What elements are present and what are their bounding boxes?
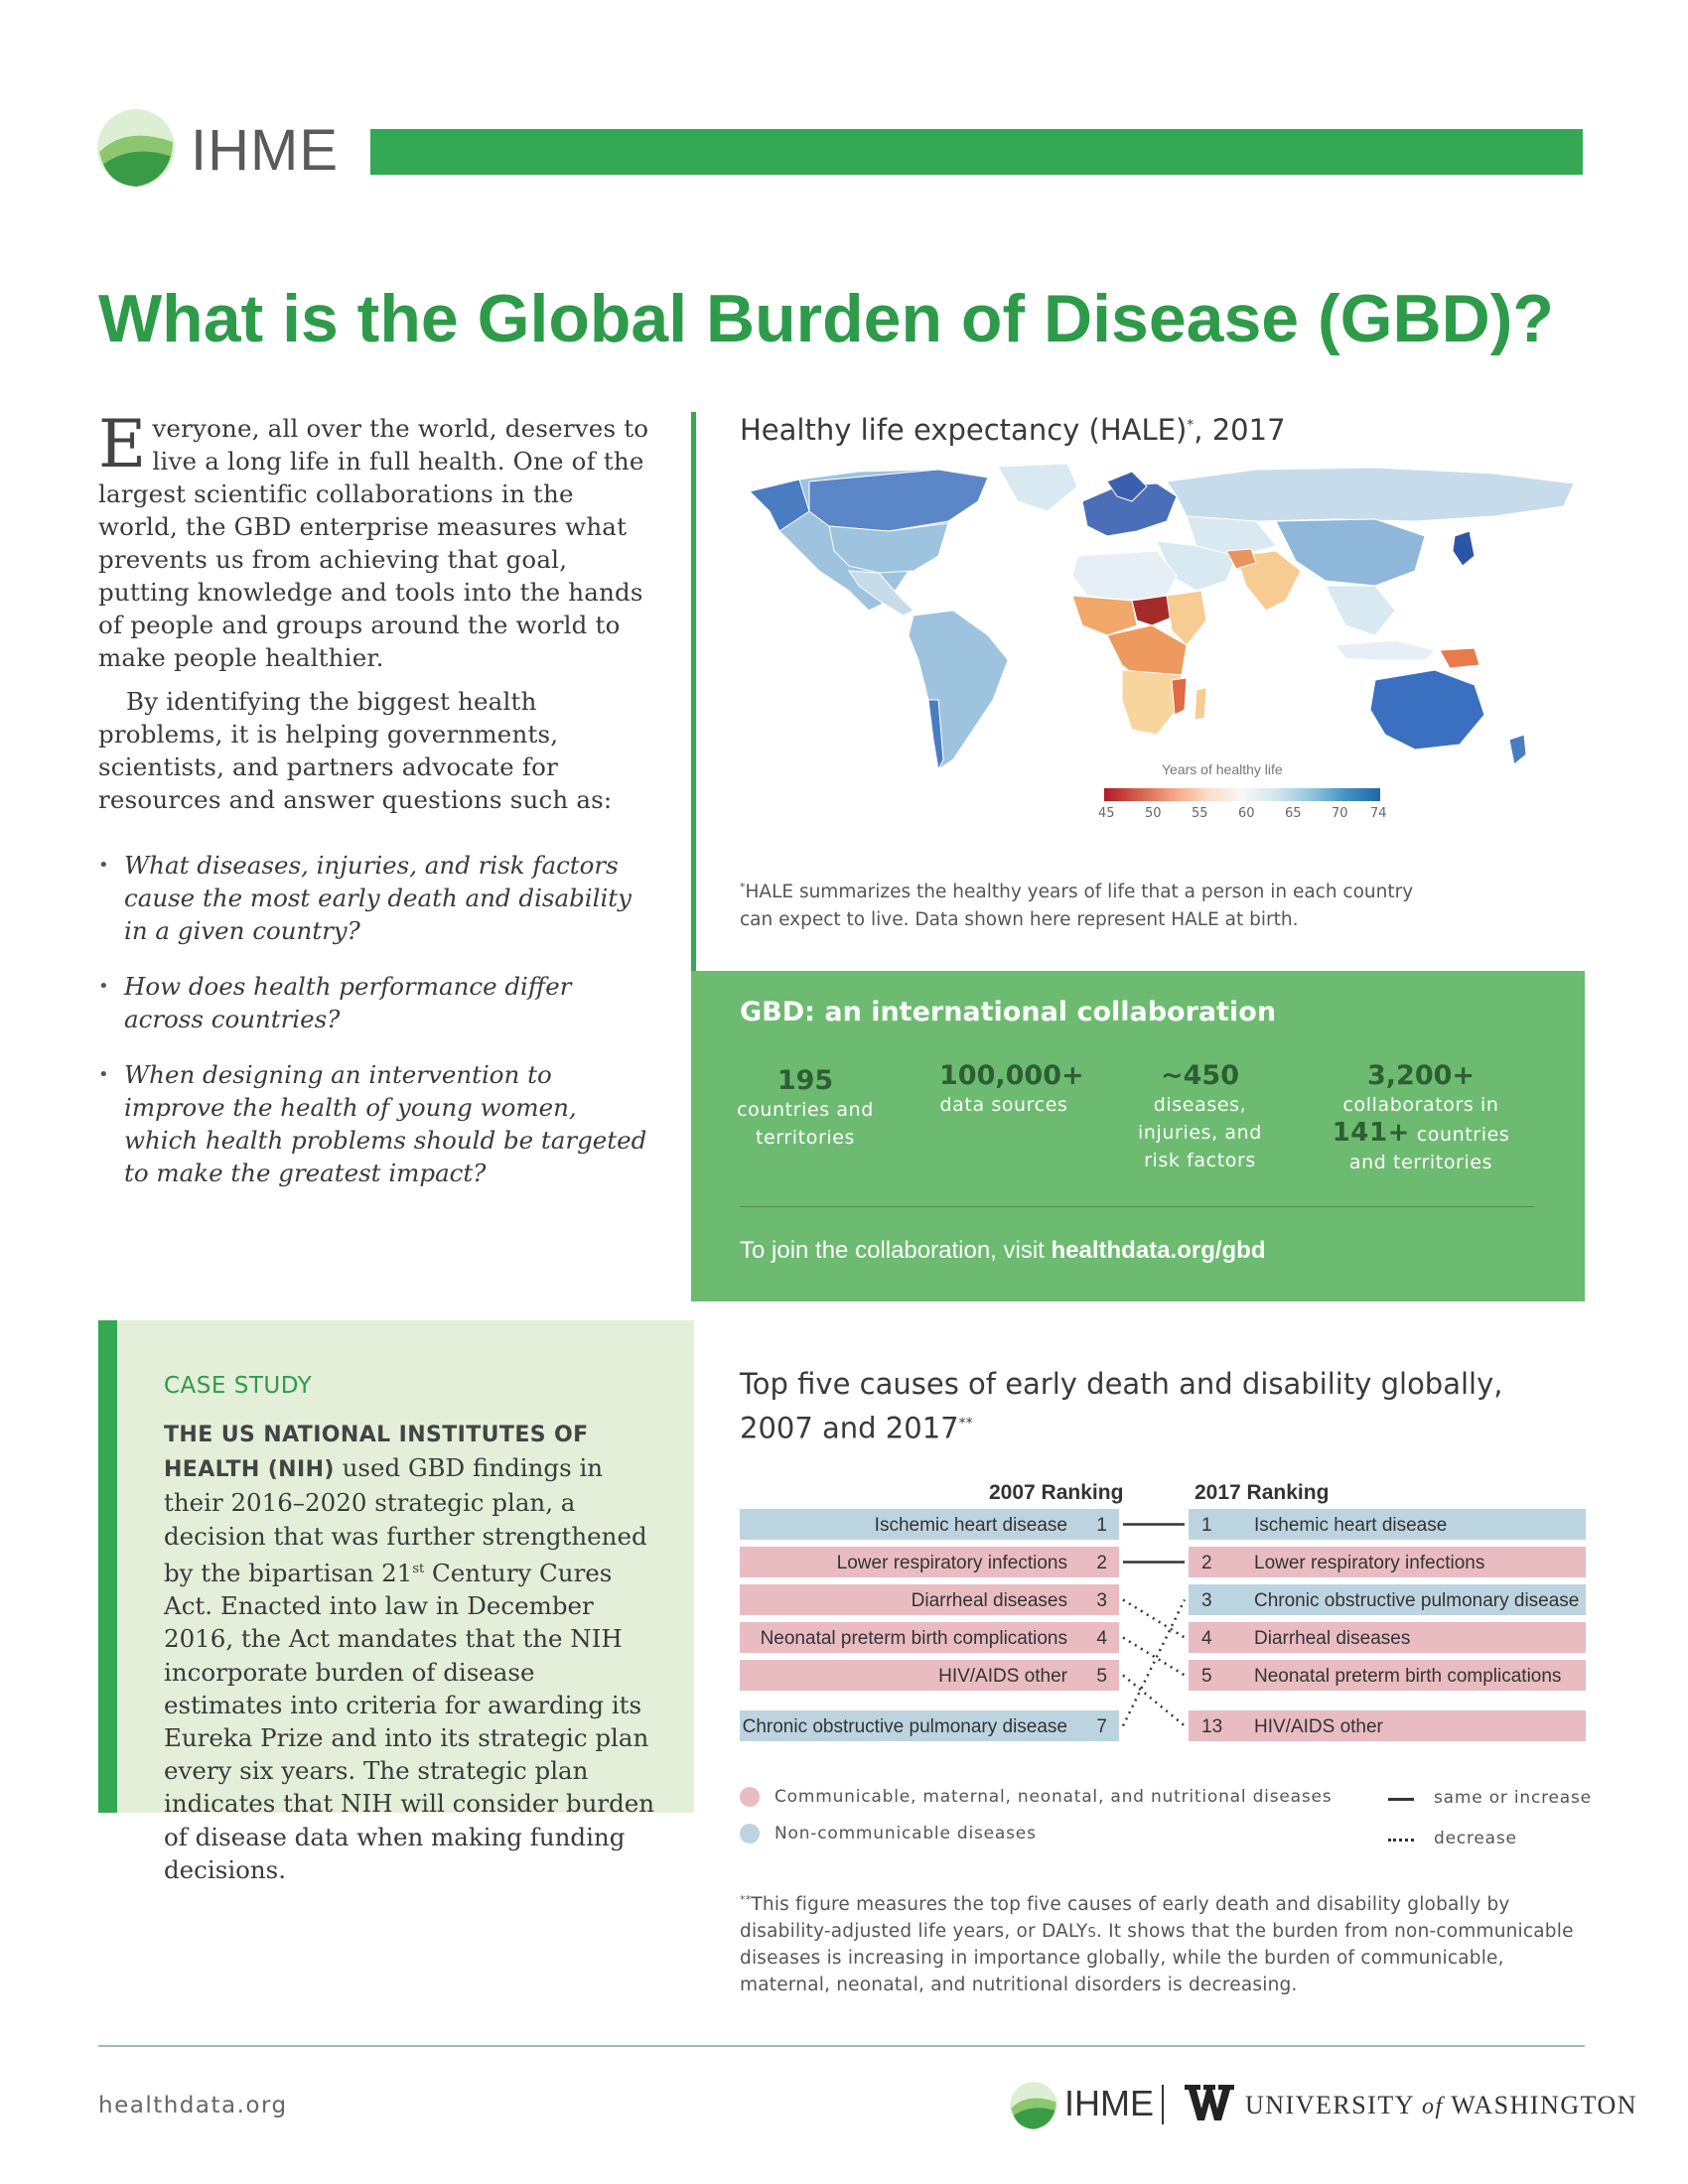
map-australia [1370,670,1484,750]
rank-2007-cause: Ischemic heart disease [874,1515,1067,1536]
stat-data-sources: 100,000+ data sources [939,1060,1084,1116]
footer-separator [1162,2085,1164,2124]
legend-decrease: decrease [1434,1829,1517,1848]
stat-countries: 195 countries and territories [737,1065,874,1149]
rank-2007-number: 2 [1096,1553,1107,1573]
map-legend-title: Years of healthy life [1162,761,1283,777]
map-west-africa [1072,596,1137,635]
header-bar [370,129,1583,175]
map-papua [1440,648,1479,668]
rank-2007-number: 1 [1096,1515,1107,1536]
divider [740,1206,1534,1207]
brand-name: IHME [191,118,339,183]
legend-same: same or increase [1434,1788,1592,1808]
map-footnote: *HALE summarizes the healthy years of life that a person in each country can expect to live. Data shown here represent HALE at birth. [740,881,1414,931]
ranking-header-2007: 2007 Ranking [989,1481,1124,1504]
legend-swatch-ncd [740,1824,760,1843]
map-title: Healthy life expectancy (HALE)*, 2017 [740,413,1286,447]
collaboration-box [691,971,1585,1301]
rank-2017-number: 4 [1201,1628,1212,1649]
rank-2017-cause: Ischemic heart disease [1254,1515,1448,1536]
rank-link-line [1123,1638,1185,1676]
map-north-africa [1072,551,1177,601]
question-list [98,849,654,1212]
map-japan [1453,531,1475,566]
map-canada [809,470,988,531]
footer-divider [98,2045,1585,2047]
legend-dotted-line-icon [1388,1839,1414,1842]
footer-url[interactable]: healthdata.org [98,2093,288,2118]
legend-solid-line-icon [1388,1798,1414,1801]
list-item: • What diseases, injuries, and risk factors cause the most early death and disability in a given country? [98,849,654,947]
legend-tick: 50 [1145,806,1162,821]
ranking-header-2017: 2017 Ranking [1195,1481,1330,1504]
rank-2017-number: 13 [1201,1716,1223,1737]
rank-2007-cause: Lower respiratory infections [836,1553,1067,1573]
rank-2007-cause: HIV/AIDS other [938,1666,1067,1687]
rank-link-line [1123,1676,1185,1726]
map-russia [1167,468,1574,521]
map-south-america [909,611,1008,769]
rank-2017-cause: Lower respiratory infections [1254,1553,1485,1573]
map-mozambique [1172,678,1187,715]
legend-tick: 74 [1370,806,1387,821]
map-new-zealand [1509,735,1526,764]
ranking-title: Top five causes of early death and disability globally, 2007 and 2017** [740,1367,1503,1445]
rank-2017-number: 5 [1201,1666,1212,1687]
join-link[interactable]: healthdata.org/gbd [1051,1237,1266,1264]
uw-logo-icon [1185,2083,1234,2122]
rank-2017-bar [1189,1710,1586,1741]
map-indonesia [1336,640,1435,660]
rank-2017-cause: HIV/AIDS other [1254,1716,1383,1737]
dropcap: E [98,406,147,482]
list-item: • How does health performance differ across countries? [98,970,654,1035]
rank-2007-number: 3 [1096,1590,1107,1611]
rank-2007-cause: Diarrheal diseases [911,1590,1067,1611]
map-greenland [998,464,1077,511]
legend-communicable: Communicable, maternal, neonatal, and nutritional diseases [774,1787,1333,1807]
map-southeast-asia [1326,586,1395,635]
rank-2017-number: 1 [1201,1515,1212,1536]
stat-collaborators: 3,200+ collaborators in 141+ countries and territories [1332,1060,1510,1173]
world-map [740,462,1586,839]
intro-paragraph-2: By identifying the biggest health problems, it is helping governments, scientists, and partners advocate for resources and answer questions such as: [98,687,613,814]
stat-diseases: ~450 diseases, injuries, and risk factors [1138,1060,1262,1171]
rank-2017-cause: Diarrheal diseases [1254,1628,1411,1649]
case-study-body: THE US NATIONAL INSTITUTES OF HEALTH (NIH) used GBD findings in their 2016–2020 strategic plan, a decision that was further strengthened by the bipartisan 21st Century Cures Act. Enacted into law in December 2016, the Act mandates that the NIH incorporate burden of disease estimates into criteria for awarding its Eureka Prize and into its strategic plan every six years. The strategic plan indicates that NIH will consider burden of disease data when making funding decisions. [164,1423,655,1884]
ihme-logo-icon [95,107,177,189]
legend-swatch-communicable [740,1787,760,1807]
join-text: To join the collaboration, visit healthdata.org/gbd [740,1237,1266,1264]
rank-2017-number: 3 [1201,1590,1212,1611]
map-legend-colorbar [1104,788,1380,801]
rank-2017-cause: Neonatal preterm birth complications [1254,1666,1562,1687]
map-legend-ticks [1098,806,1387,826]
case-study-box [98,1320,694,1884]
legend-tick: 70 [1332,806,1348,821]
list-item: • When designing an intervention to improve the health of young women, which health problems should be targeted to make the greatest impact? [98,1058,654,1189]
rank-2007-number: 4 [1096,1628,1107,1649]
case-study-label: CASE STUDY [164,1373,313,1399]
footer-brand: IHME [1064,2083,1154,2123]
collaboration-title: GBD: an international collaboration [740,997,1277,1027]
page-title: What is the Global Burden of Disease (GBD)? [98,281,1554,356]
ihme-footer-logo-icon [1009,2081,1058,2130]
rank-2007-cause: Chronic obstructive pulmonary disease [742,1716,1067,1737]
ranking-footnote: **This figure measures the top five causes of early death and disability globally by disability-adjusted life years, or DALYs. It shows that the burden from non-communicable diseases is increasing in importance globally, while the burden of communicable, maternal, neonatal, and nutritional disorders is decreasing. [740,1893,1574,1996]
legend-tick: 45 [1098,806,1115,821]
case-study-accent-bar [98,1320,117,1813]
rank-2007-number: 5 [1096,1666,1107,1687]
legend-ncd: Non-communicable diseases [774,1824,1037,1843]
intro-paragraph-1: Everyone, all over the world, deserves to live a long life in full health. One of the largest scientific collaborations in the world, the GBD enterprise measures what prevents us from achieving that goal, putting knowledge and tools into the hands of people and groups around the world to make people healthier. [98,406,649,672]
rank-2007-number: 7 [1096,1716,1107,1737]
legend-tick: 65 [1285,806,1302,821]
legend-tick: 55 [1192,806,1208,821]
map-madagascar [1195,688,1206,720]
rank-2007-cause: Neonatal preterm birth complications [760,1628,1067,1649]
legend-tick: 60 [1238,806,1255,821]
ranking-chart [740,1509,1586,1757]
intro-text [98,406,654,827]
rank-2017-number: 2 [1201,1553,1212,1573]
rank-2017-cause: Chronic obstructive pulmonary disease [1254,1590,1580,1611]
footer-university: UNIVERSITY of WASHINGTON [1245,2091,1638,2119]
